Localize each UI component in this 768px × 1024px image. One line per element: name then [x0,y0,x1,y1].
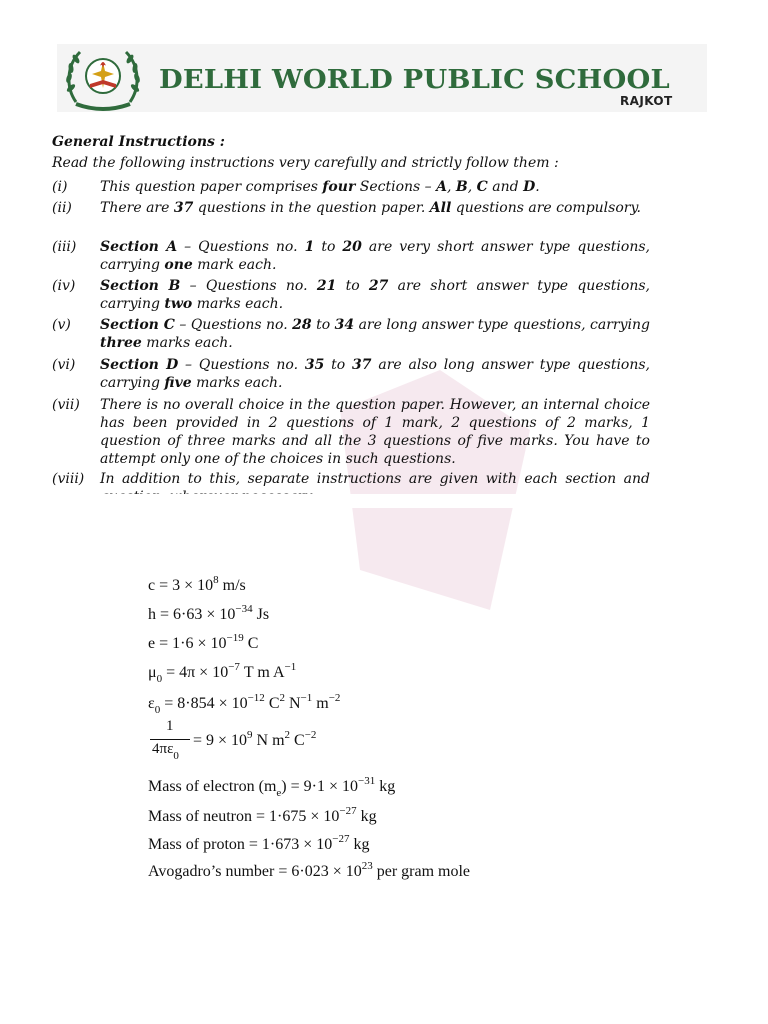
instruction-text: Section B – Questions no. 21 to 27 are short answer type questions, carrying two marks each. [100,278,650,312]
instructions-title: General Instructions : [52,134,225,150]
instruction-text: Section D – Questions no. 35 to 37 are also long answer type questions, carrying five marks each. [100,357,651,391]
instruction-text: Section C – Questions no. 28 to 34 are long answer type questions, carrying three marks each. [100,317,650,351]
instruction-number: (iii) [52,239,77,255]
instruction-number: (vii) [52,397,80,413]
crop-edge [0,494,768,508]
school-header [57,44,707,112]
constant-electron-charge: $e = 1\cdot 6 \times 10^{-19}$ C [148,632,259,652]
instructions-intro: Read the following instructions very carefully and strictly follow them : [52,155,559,171]
instruction-text: There is no overall choice in the question paper. However, an internal choice has been provided in 2 questions of 1 mark, 2 questions of 2 marks, 1 question of three marks and all the 3 questions of five marks. You have to attempt only one of the choices in such questions. [100,397,650,467]
instruction-text: Section A – Questions no. 1 to 20 are very short answer type questions, carrying one mark each. [100,239,650,273]
instruction-number: (viii) [52,471,85,487]
instruction-number: (iv) [52,278,76,294]
instruction-number: (vi) [52,357,76,373]
fraction-bar [150,739,190,740]
school-logo-icon [62,44,144,112]
school-city: RAJKOT [620,94,673,108]
constant-electron-mass: Mass of electron $(m_e) = 9\cdot 1 \times 10^{-31}$ kg [148,775,396,799]
fraction-numerator: 1 [166,718,174,734]
constant-speed-of-light: $c = 3 \times 10^8$ m/s [148,574,246,594]
constant-proton-mass: Mass of proton = $1\cdot 673 \times 10^{-27}$ kg [148,833,370,853]
instruction-number: (ii) [52,200,72,216]
constant-epsilon0: $\varepsilon_0 = 8\cdot 854 \times 10^{-12}$ $C^2$ $N^{-1}$ $m^{-2}$ [148,692,341,716]
instruction-number: (v) [52,317,71,333]
constant-coulomb-value: = $9 \times 10^9$ N $m^2$ $C^{-2}$ [193,729,317,749]
constant-avogadro: Avogadro’s number = $6\cdot 023 \times 10^{23}$ per gram mole [148,860,471,880]
constant-mu0: $\mu_0 = 4\pi \times 10^{-7}$ T m $A^{-1}$ [148,661,297,685]
constant-planck: $h = 6\cdot 63 \times 10^{-34}$ Js [148,603,270,623]
instruction-text: This question paper comprises four Sections – A, B, C and D. [100,179,540,195]
instruction-number: (i) [52,179,68,195]
school-name: DELHI WORLD PUBLIC SCHOOL [159,64,670,95]
physical-constants [0,560,768,890]
fraction-denominator: $4\pi\varepsilon_0$ [152,741,179,762]
constant-neutron-mass: Mass of neutron = $1\cdot 675 \times 10^{-27}$ kg [148,805,377,825]
instruction-text: In addition to this, separate instructions are given with each section and [100,471,650,487]
instruction-text: There are 37 questions in the question paper. All questions are compulsory. [100,200,641,216]
